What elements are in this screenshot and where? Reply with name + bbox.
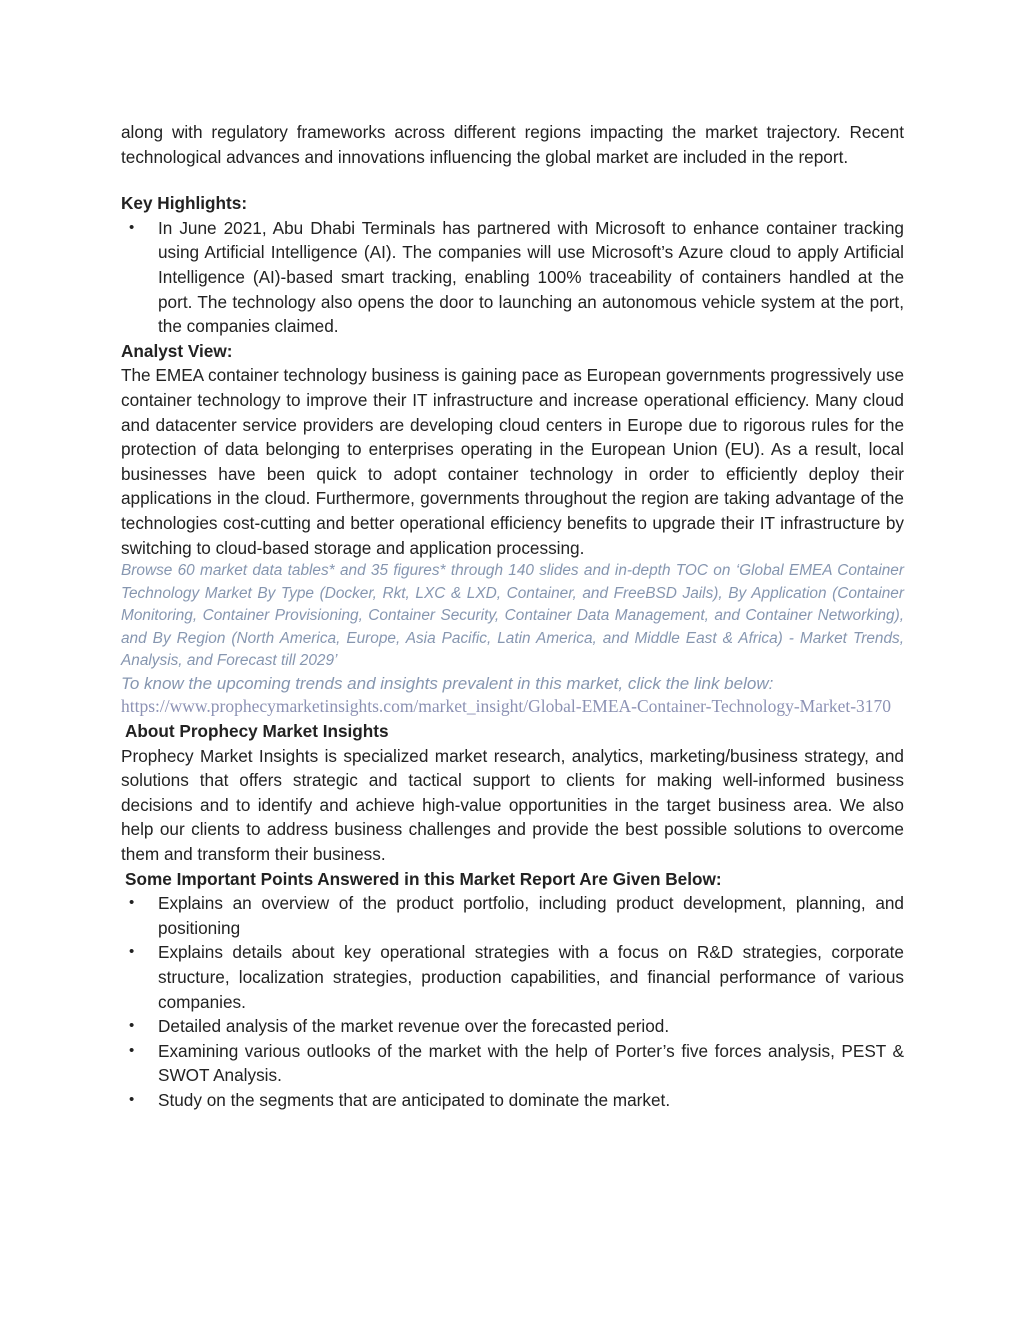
key-highlights-list [121,216,904,339]
spacer [121,169,904,191]
document-page [121,120,904,1113]
list-item [121,1088,904,1113]
about-heading: About Prophecy Market Insights [125,721,389,742]
points-list [121,891,904,1112]
list-item-text: Study on the segments that are anticipated to dominate the market. [158,1089,671,1110]
cta-text: To know the upcoming trends and insights prevalent in this market, click the link below: [121,674,774,694]
list-item-text: Detailed analysis of the market revenue over the forecasted period. [158,1016,670,1037]
bullet-icon: • [129,1090,135,1108]
list-item [121,891,904,940]
list-item [121,1014,904,1039]
list-item-text: Explains details about key operational strategies with a focus on R&D strategies, corporate structure, localization strategies, production capabilities, and financial performance of various companies. [158,942,904,1012]
list-item-text: In June 2021, Abu Dhabi Terminals has partnered with Microsoft to enhance container tracking using Artificial Intelligence (AI). The companies will use Microsoft’s Azure cloud to apply Artificial Intelligence (AI)-based smart tracking, enabling 100% traceability of containers handled at the port. The technology also opens the door to launching an autonomous vehicle system at the port, the companies claimed. [158,217,904,337]
bullet-icon: • [129,894,135,912]
list-item-text: Explains an overview of the product portfolio, including product development, planning, and positioning [158,893,904,938]
intro-paragraph: along with regulatory frameworks across different regions impacting the market trajectory. Recent technological advances and innovations influencing the global market are included in the report. [121,122,904,167]
bullet-icon: • [129,1017,135,1035]
analyst-view-paragraph: The EMEA container technology business is gaining pace as European governments progressively use container technology to improve their IT infrastructure and increase operational efficiency. Many cloud and datacenter service providers are developing cloud centers in Europe due to rigorous rules for the protection of data belonging to enterprises operating in the European Union (EU). As a result, local businesses have been quick to adopt container technology in order to efficiently deploy their applications in the cloud. Furthermore, governments throughout the region are taking advantage of the technologies cost-cutting and better operational efficiency benefits to upgrade their IT infrastructure by switching to cloud-based storage and application processing. [121,365,904,558]
bullet-icon: • [129,943,135,961]
list-item [121,1039,904,1088]
analyst-view-heading: Analyst View: [121,340,233,361]
promo-paragraph: Browse 60 market data tables* and 35 figures* through 140 slides and in-depth TOC on ‘Global EMEA Container Technology Market By Type (Docker, Rkt, LXC & LXD, Container, and FreeBSD Jails), By Application (Container Monitoring, Container Provisioning, Container Security, Container Data Management, and Container Networking), and By Region (North America, Europe, Asia Pacific, Latin America, and Middle East & Africa) - Market Trends, Analysis, and Forecast till 2029’ [121,562,904,670]
list-item-text: Examining various outlooks of the market with the help of Porter’s five forces analysis, PEST & SWOT Analysis. [158,1040,904,1086]
list-item [121,216,904,339]
list-item [121,940,904,1014]
bullet-icon: • [129,1041,135,1059]
bullet-icon: • [129,218,135,236]
about-paragraph: Prophecy Market Insights is specialized market research, analytics, marketing/business strategy, and solutions that offers strategic and tactical support to clients for making well-informed business decisions and to identify and achieve high-value opportunities in the target business area. We also help our clients to address business challenges and provide the best possible solutions to overcome them and transform their business. [121,745,904,865]
points-heading: Some Important Points Answered in this Market Report Are Given Below: [125,868,722,889]
key-highlights-heading: Key Highlights: [121,193,248,214]
report-link[interactable]: https://www.prophecymarketinsights.com/market_insight/Global-EMEA-Container-Technology-Market-3170 [121,696,892,717]
